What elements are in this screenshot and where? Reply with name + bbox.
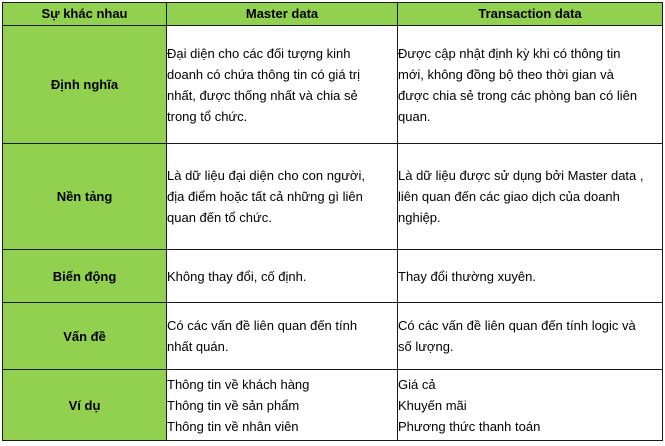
table-row [3,250,663,303]
cell-line: Có các vấn đề liên quan đến tính logic và [398,318,636,333]
cell-line: trong tổ chức. [167,108,248,124]
transaction-definition-cell [398,26,663,144]
cell-line: nhất, được thống nhất và chia sẻ [167,87,358,103]
cell-line: Có các vấn đề liên quan đến tính [167,318,358,333]
header-row [3,3,663,26]
table-row [3,370,663,441]
cell-line: Thông tin về khách hàng [167,376,310,392]
cell-line: Khuyến mãi [398,397,467,413]
transaction-foundation-cell [398,144,663,250]
transaction-issues-cell [398,303,663,370]
master-issues-cell [167,303,398,370]
comparison-table [2,2,663,441]
cell-line: nghiệp. [398,210,441,225]
cell-line: được chia sẻ trong các phòng ban có liên [398,87,638,103]
cell-line: Phương thức thanh toán [398,418,541,434]
master-volatility-cell [167,250,398,303]
cell-line: liên quan đến các giao dịch của doanh [398,189,620,204]
master-foundation-cell [167,144,398,250]
row-label-examples: Ví dụ [3,370,167,441]
row-label-issues: Vấn đề [3,303,167,370]
header-differences: Sự khác nhau [3,3,167,26]
header-master-data: Master data [167,3,398,26]
cell-line: Thay đổi thường xuyên. [398,268,536,284]
master-definition-cell [167,26,398,144]
cell-line: Là dữ liệu được sử dụng bởi Master data , [398,168,644,183]
cell-line: Là dữ liệu đại diện cho con người, [167,168,365,183]
cell-line: mới, không đồng bộ theo thời gian và [398,66,614,82]
table-row [3,303,663,370]
row-label-foundation: Nền tảng [3,144,167,250]
cell-line: Không thay đổi, cố định. [167,268,307,284]
cell-line: Thông tin về nhân viên [167,418,299,434]
transaction-volatility-cell [398,250,663,303]
cell-line: số lượng. [398,339,454,354]
cell-line: Giá cả [398,376,436,392]
table-row [3,144,663,250]
table-row [3,26,663,144]
header-transaction-data: Transaction data [398,3,663,26]
row-label-volatility: Biến động [3,250,167,303]
cell-line: quan. [398,108,431,124]
cell-line: quan đến tổ chức. [167,210,272,225]
cell-line: địa điểm hoặc tất cả những gì liên [167,189,363,204]
cell-line: nhất quán. [167,339,229,354]
cell-line: Thông tin về sản phẩm [167,397,300,413]
cell-line: doanh có chứa thông tin có giá trị [167,66,360,82]
row-label-definition: Định nghĩa [3,26,167,144]
transaction-examples-cell [398,370,663,441]
cell-line: Đại diện cho các đối tượng kinh [167,45,351,61]
cell-line: Được cập nhật định kỳ khi có thông tin [398,45,621,61]
master-examples-cell [167,370,398,441]
